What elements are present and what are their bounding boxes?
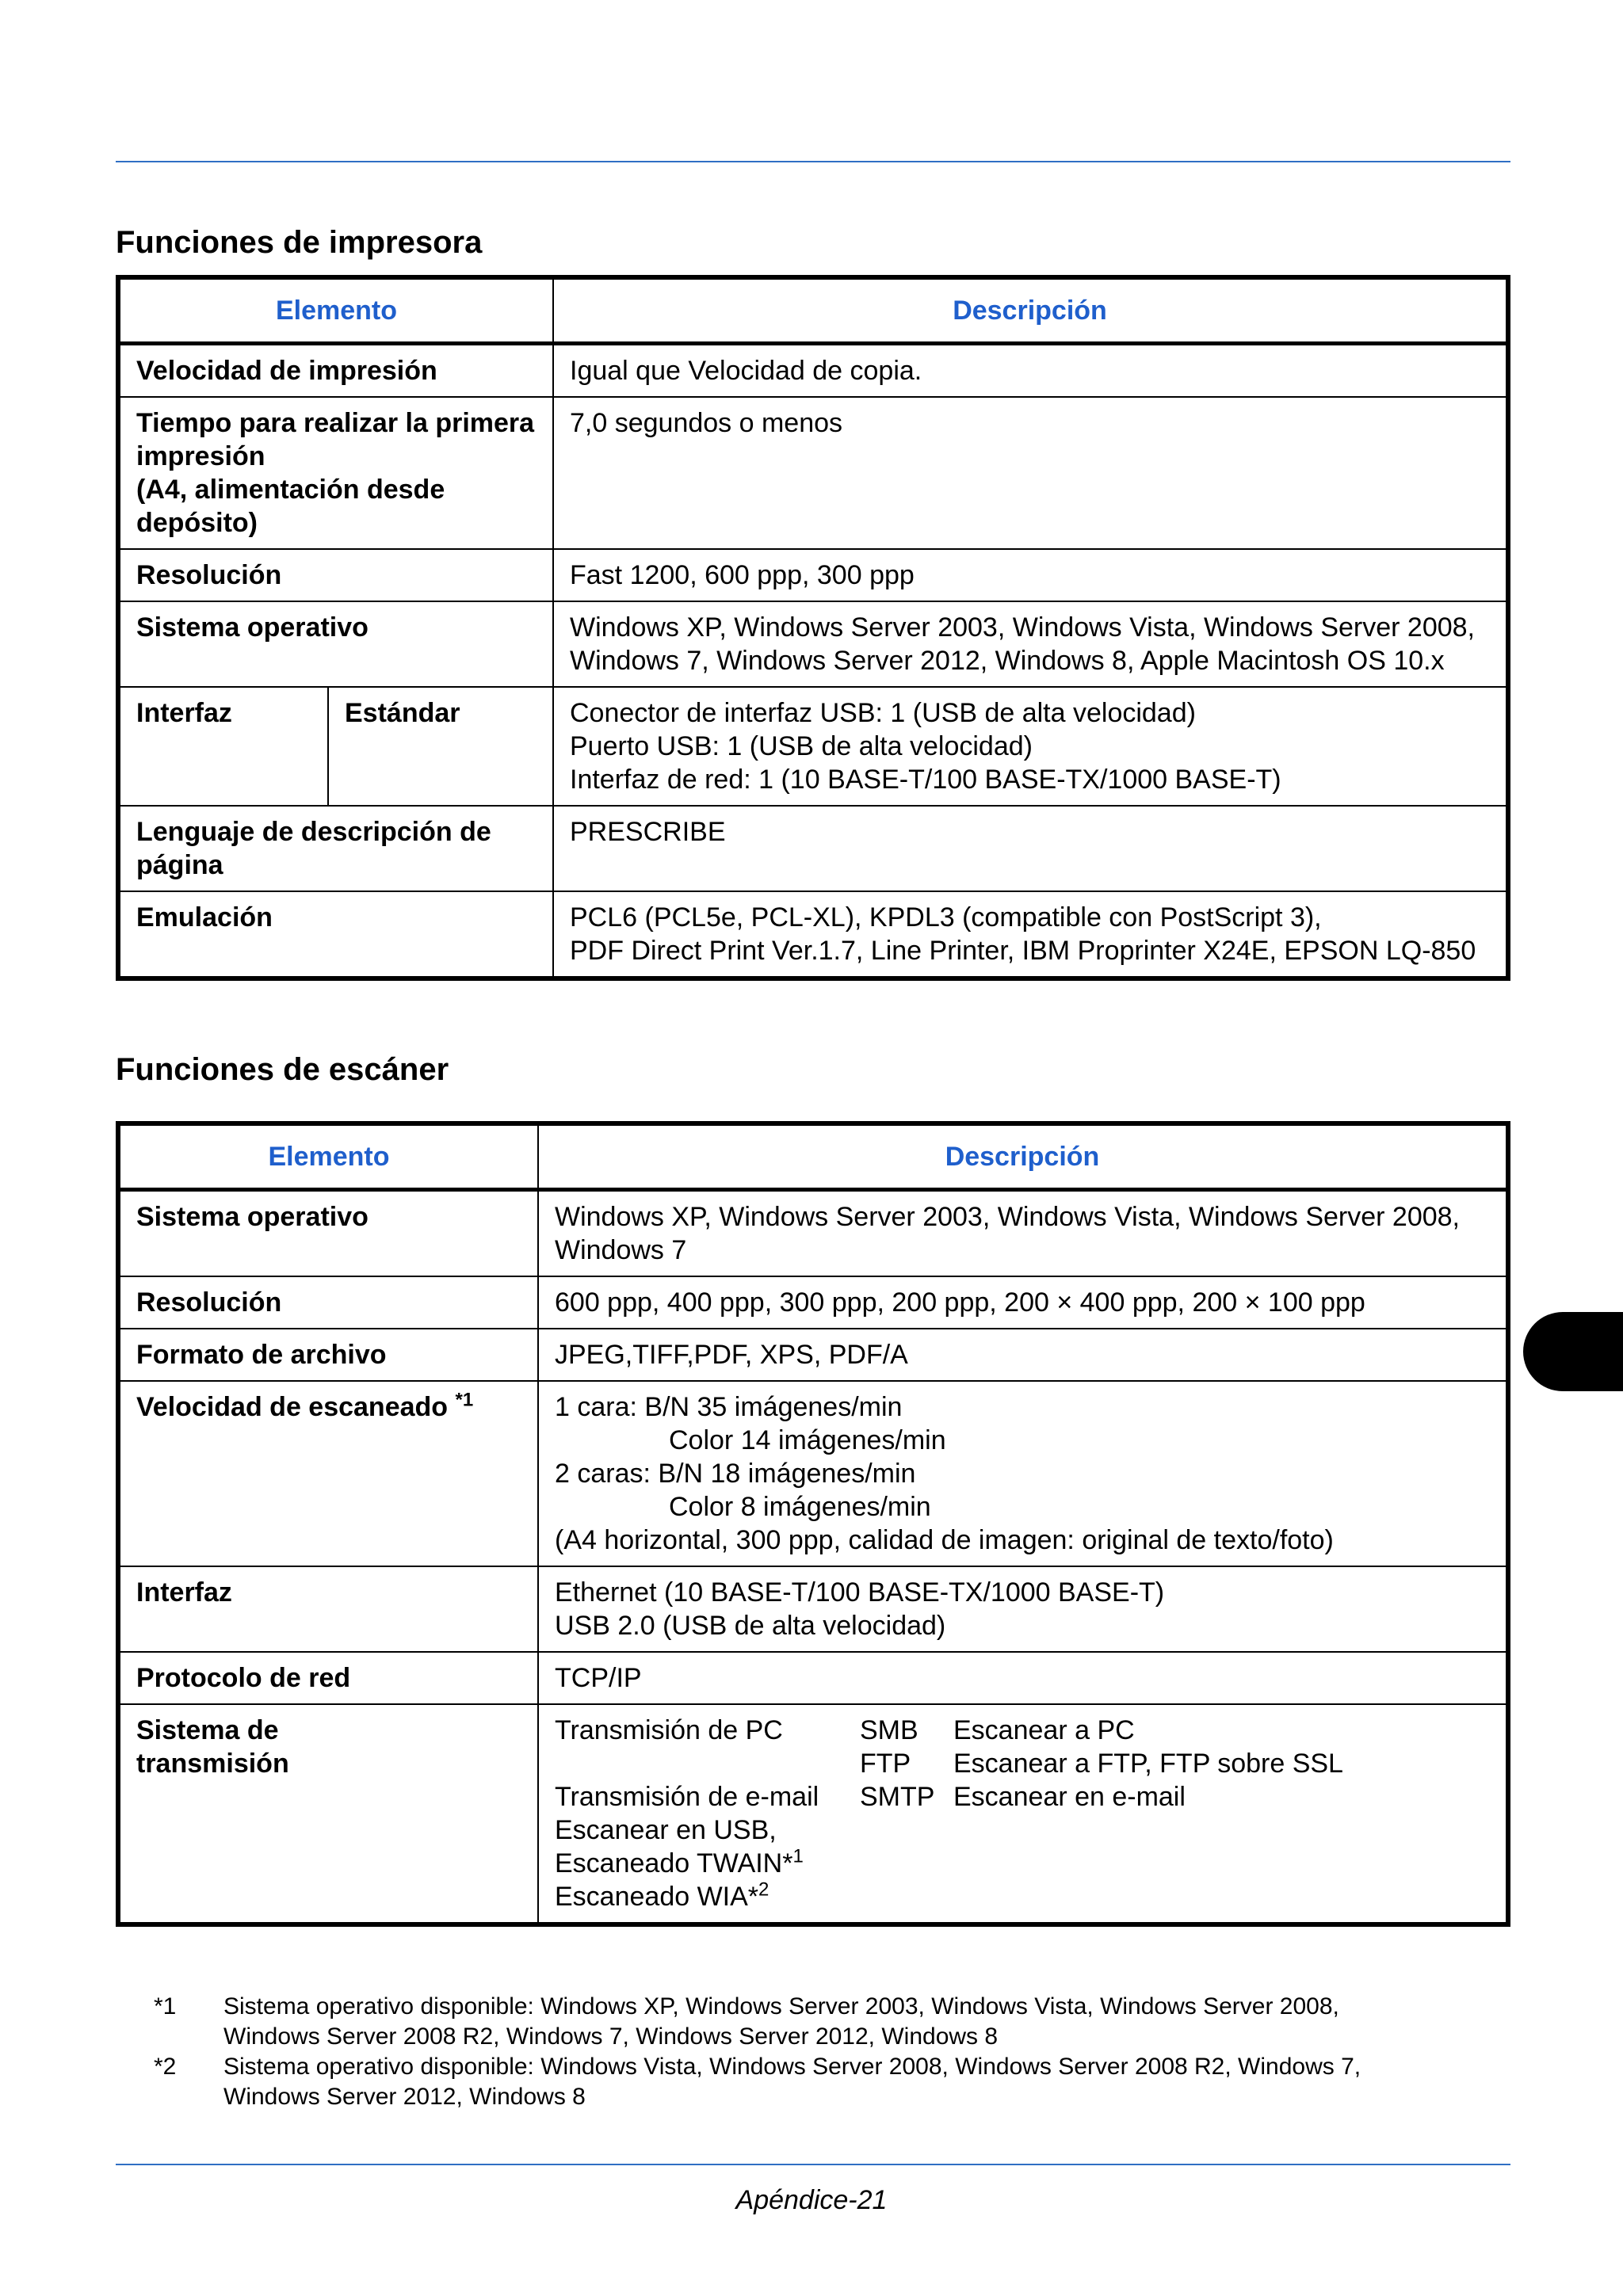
table-row [118, 806, 1508, 891]
table-header-row [118, 277, 1508, 344]
column-header-description: Descripción [553, 277, 1508, 344]
footer-rule [116, 2164, 1510, 2165]
column-header-item: Elemento [118, 277, 553, 344]
row-value [538, 1190, 1508, 1277]
scanner-section-title: Funciones de escáner [116, 1052, 449, 1087]
footnote-mark: *2 [154, 2054, 177, 2080]
row-value: JPEG,TIFF,PDF, XPS, PDF/A [538, 1329, 1508, 1381]
transmission-extra-text: Escaneado WIA* [555, 1882, 759, 1912]
footnote-line: Windows Server 2008 R2, Windows 7, Windows Server 2012, Windows 8 [223, 2023, 999, 2050]
row-value: PRESCRIBE [553, 806, 1508, 891]
transmission-protocol: FTP [860, 1749, 911, 1779]
row-value [538, 1566, 1508, 1652]
row-value-line: Ethernet (10 BASE-T/100 BASE-TX/1000 BASE-T) [555, 1577, 1165, 1608]
row-label: Interfaz [118, 687, 328, 806]
scanner-spec-table [116, 1121, 1510, 1927]
row-label [118, 806, 553, 891]
footnote-line: Windows Server 2012, Windows 8 [223, 2084, 586, 2110]
row-label: Resolución [118, 549, 553, 601]
footnote-line: Sistema operativo disponible: Windows XP, Windows Server 2003, Windows Vista, Windows Server 2008, [223, 1993, 1339, 2019]
table-row [118, 1704, 1508, 1924]
row-label-text: Velocidad de escaneado [136, 1392, 449, 1422]
footnote-line: Sistema operativo disponible: Windows Vista, Windows Server 2008, Windows Server 2008 R2, Windows 7, [223, 2054, 1361, 2080]
footnote-mark: *1 [154, 1993, 177, 2019]
footnotes [154, 1992, 1501, 2112]
column-header-description: Descripción [538, 1123, 1508, 1190]
row-value-line: Conector de interfaz USB: 1 (USB de alta velocidad) [570, 698, 1196, 728]
row-label-line: Lenguaje de descripción de [136, 817, 491, 847]
transmission-method [555, 1747, 860, 1780]
row-value: 7,0 segundos o menos [553, 397, 1508, 549]
transmission-extra-text: Escanear en USB, [555, 1815, 777, 1845]
row-label: Emulación [118, 891, 553, 978]
table-row [118, 344, 1508, 398]
transmission-extra-line [555, 1880, 1490, 1913]
transmission-extra-line [555, 1847, 1490, 1880]
transmission-function: Escanear a FTP, FTP sobre SSL [953, 1749, 1343, 1779]
table-row [118, 1329, 1508, 1381]
footnote-text [223, 2052, 1501, 2112]
row-label-line: página [136, 850, 223, 880]
transmission-method: Transmisión de PC [555, 1715, 783, 1745]
transmission-method: Transmisión de e-mail [555, 1782, 819, 1812]
row-value-line: USB 2.0 (USB de alta velocidad) [555, 1611, 946, 1641]
table-header-row [118, 1123, 1508, 1190]
row-value-line: PCL6 (PCL5e, PCL-XL), KPDL3 (compatible con PostScript 3), [570, 902, 1322, 933]
row-label-line: transmisión [136, 1749, 289, 1779]
row-value-line: Windows 7, Windows Server 2012, Windows 8, Apple Macintosh OS 10.x [570, 646, 1445, 676]
row-label: Resolución [118, 1276, 538, 1329]
row-value-line: PDF Direct Print Ver.1.7, Line Printer, IBM Proprinter X24E, EPSON LQ-850 [570, 936, 1476, 966]
row-value-line: Windows XP, Windows Server 2003, Windows Vista, Windows Server 2008, [570, 612, 1476, 643]
row-label: Interfaz [118, 1566, 538, 1652]
row-value: TCP/IP [538, 1652, 1508, 1704]
table-row [118, 891, 1508, 978]
table-row [118, 397, 1508, 549]
table-row [118, 1190, 1508, 1277]
row-value [553, 687, 1508, 806]
row-value-line: 1 cara: B/N 35 imágenes/min [555, 1392, 903, 1422]
printer-section-title: Funciones de impresora [116, 225, 483, 260]
footnote-ref: 2 [758, 1878, 769, 1901]
transmission-protocol: SMB [860, 1715, 918, 1745]
row-label: Sistema operativo [118, 601, 553, 687]
row-value [553, 891, 1508, 978]
row-value-line: Windows 7 [555, 1235, 687, 1265]
table-row [118, 549, 1508, 601]
transmission-extra-line [555, 1814, 1490, 1847]
row-value-line: Color 14 imágenes/min [669, 1425, 946, 1455]
footnote [154, 1992, 1501, 2052]
transmission-extra-text: Escaneado TWAIN* [555, 1848, 793, 1878]
row-label: Velocidad de impresión [118, 344, 553, 398]
row-label-line: depósito) [136, 508, 258, 538]
header-rule [116, 161, 1510, 162]
row-label [118, 1704, 538, 1924]
row-label-line: impresión [136, 441, 265, 471]
table-row [118, 1381, 1508, 1566]
table-row [118, 1566, 1508, 1652]
row-label: Formato de archivo [118, 1329, 538, 1381]
row-sublabel: Estándar [328, 687, 553, 806]
row-value-line: Puerto USB: 1 (USB de alta velocidad) [570, 731, 1033, 761]
transmission-function: Escanear en e-mail [953, 1782, 1186, 1812]
table-row [118, 1652, 1508, 1704]
table-row [118, 687, 1508, 806]
page-number: Apéndice-21 [735, 2185, 888, 2215]
footnote-ref: 1 [792, 1845, 804, 1867]
table-row [118, 601, 1508, 687]
chapter-tab-marker [1523, 1312, 1623, 1391]
row-value: Igual que Velocidad de copia. [553, 344, 1508, 398]
row-value [553, 601, 1508, 687]
footnote-ref: *1 [455, 1389, 474, 1411]
footnote [154, 2052, 1501, 2112]
row-value-line: Windows XP, Windows Server 2003, Windows Vista, Windows Server 2008, [555, 1202, 1461, 1232]
transmission-function: Escanear a PC [953, 1715, 1135, 1745]
row-value [538, 1381, 1508, 1566]
transmission-protocol: SMTP [860, 1782, 935, 1812]
row-label [118, 397, 553, 549]
row-value: Fast 1200, 600 ppp, 300 ppp [553, 549, 1508, 601]
table-row [118, 1276, 1508, 1329]
row-value-line: 2 caras: B/N 18 imágenes/min [555, 1459, 916, 1489]
row-value-line: (A4 horizontal, 300 ppp, calidad de imagen: original de texto/foto) [555, 1525, 1334, 1555]
row-value-line: Interfaz de red: 1 (10 BASE-T/100 BASE-TX/1000 BASE-T) [570, 765, 1281, 795]
printer-spec-table [116, 275, 1510, 981]
footnote-text [223, 1992, 1501, 2052]
transmission-grid [555, 1714, 1490, 1814]
column-header-item: Elemento [118, 1123, 538, 1190]
row-label: Sistema operativo [118, 1190, 538, 1277]
row-value-line: Color 8 imágenes/min [669, 1492, 931, 1522]
row-label-line: Sistema de [136, 1715, 279, 1745]
row-label [118, 1381, 538, 1566]
row-label-line: (A4, alimentación desde [136, 475, 445, 505]
row-label-line: Tiempo para realizar la primera [136, 408, 535, 438]
row-label: Protocolo de red [118, 1652, 538, 1704]
row-value: 600 ppp, 400 ppp, 300 ppp, 200 ppp, 200 × 400 ppp, 200 × 100 ppp [538, 1276, 1508, 1329]
row-value [538, 1704, 1508, 1924]
